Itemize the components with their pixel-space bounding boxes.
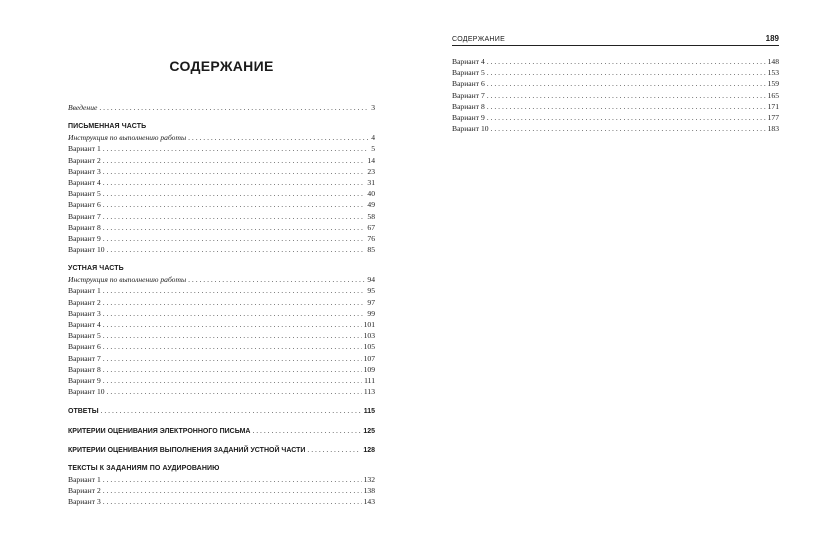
leader-dots (107, 386, 362, 397)
entry-page: 85 (367, 245, 375, 255)
entry-page: 143 (363, 497, 375, 507)
entry-label: Вариант 8 (68, 222, 101, 232)
leader-dots (103, 285, 366, 296)
entry-label: Вариант 10 (452, 124, 489, 134)
entry-page: 159 (767, 79, 779, 89)
entry-label: Вариант 1 (68, 286, 101, 296)
entry-label: Вариант 1 (68, 474, 101, 484)
entry-label: Вариант 8 (452, 101, 485, 111)
entry-label: Вариант 4 (68, 177, 101, 187)
entry-page: 103 (363, 331, 375, 341)
right-page (410, 0, 820, 553)
section-heading-listening: ТЕКСТЫ К ЗАДАНИЯМ ПО АУДИРОВАНИЮ (68, 464, 220, 472)
entry-page: 177 (767, 112, 779, 122)
entry-label: Вариант 10 (68, 387, 105, 397)
entry-page: 40 (367, 189, 375, 199)
running-head (452, 34, 779, 46)
entry-label: Вариант 7 (68, 353, 101, 363)
leader-dots (103, 177, 366, 188)
entry-label: Вариант 9 (68, 233, 101, 243)
toc-entry-variant[interactable] (68, 341, 375, 352)
entry-page: 171 (767, 101, 779, 111)
leader-dots (103, 155, 366, 166)
entry-page: 31 (367, 177, 375, 187)
entry-label: Введение (68, 103, 98, 112)
leader-dots (103, 474, 362, 485)
entry-page: 138 (363, 486, 375, 496)
entry-label: КРИТЕРИИ ОЦЕНИВАНИЯ ЭЛЕКТРОННОГО ПИСЬМА (68, 427, 251, 435)
toc-entry-variant[interactable] (68, 285, 375, 296)
entry-page: 183 (767, 124, 779, 134)
written-variants (68, 143, 375, 255)
toc-list (68, 102, 375, 507)
toc-entry-variant[interactable] (68, 353, 375, 364)
leader-dots (487, 90, 766, 101)
toc-entry-variant[interactable] (452, 112, 779, 123)
toc-entry-oral-instruction[interactable] (68, 274, 375, 285)
entry-page: 49 (367, 200, 375, 210)
entry-label: Вариант 3 (68, 166, 101, 176)
toc-entry-variant[interactable] (68, 143, 375, 154)
entry-label: Вариант 5 (452, 68, 485, 78)
leader-dots (188, 132, 369, 143)
entry-page: 4 (371, 133, 375, 143)
leader-dots (491, 123, 766, 134)
toc-entry-variant[interactable] (68, 319, 375, 330)
toc-entry-variant[interactable] (68, 386, 375, 397)
leader-dots (103, 496, 362, 507)
leader-dots (487, 78, 766, 89)
entry-page: 23 (367, 166, 375, 176)
toc-entry-variant[interactable] (68, 330, 375, 341)
toc-entry-variant[interactable] (452, 67, 779, 78)
toc-entry-variant[interactable] (452, 78, 779, 89)
entry-page: 128 (363, 446, 375, 454)
entry-label: Вариант 9 (68, 375, 101, 385)
toc-entry-variant[interactable] (68, 364, 375, 375)
running-head-title: СОДЕРЖАНИЕ (452, 36, 506, 43)
entry-label: КРИТЕРИИ ОЦЕНИВАНИЯ ВЫПОЛНЕНИЯ ЗАДАНИЙ УСТНОЙ ЧАСТИ (68, 446, 306, 454)
toc-entry-variant[interactable] (68, 155, 375, 166)
toc-entry-variant[interactable] (68, 308, 375, 319)
entry-page: 107 (363, 353, 375, 363)
oral-variants (68, 285, 375, 397)
toc-entry-written-instruction[interactable] (68, 132, 375, 143)
entry-label: Вариант 9 (452, 112, 485, 122)
entry-label: Вариант 10 (68, 245, 105, 255)
toc-entry-variant[interactable] (68, 474, 375, 485)
entry-page: 5 (371, 144, 375, 154)
section-heading-oral: УСТНАЯ ЧАСТЬ (68, 265, 124, 273)
leader-dots (487, 101, 766, 112)
entry-page: 76 (367, 233, 375, 243)
toc-entry-variant[interactable] (68, 233, 375, 244)
entry-page: 58 (367, 211, 375, 221)
leader-dots (103, 297, 366, 308)
leader-dots (103, 341, 362, 352)
toc-entry-variant[interactable] (68, 188, 375, 199)
page-number: 189 (765, 34, 779, 43)
leader-dots (487, 67, 766, 78)
toc-list-continued (452, 56, 779, 134)
toc-entry-variant[interactable] (68, 244, 375, 255)
toc-entry-variant[interactable] (68, 297, 375, 308)
entry-label: Вариант 3 (68, 497, 101, 507)
entry-label: Вариант 7 (452, 90, 485, 100)
toc-entry-answers[interactable] (68, 405, 375, 416)
entry-page: 97 (367, 297, 375, 307)
entry-label: Вариант 6 (68, 342, 101, 352)
toc-entry-intro[interactable] (68, 102, 375, 113)
entry-label: Вариант 2 (68, 486, 101, 496)
entry-label: ОТВЕТЫ (68, 408, 99, 416)
entry-page: 153 (767, 68, 779, 78)
entry-label: Вариант 6 (68, 200, 101, 210)
toc-entry-variant[interactable] (68, 211, 375, 222)
toc-title: СОДЕРЖАНИЕ (169, 58, 274, 74)
toc-entry-variant[interactable] (452, 101, 779, 112)
leader-dots (103, 199, 366, 210)
entry-label: Вариант 8 (68, 364, 101, 374)
leader-dots (103, 233, 366, 244)
leader-dots (103, 143, 369, 154)
leader-dots (103, 364, 362, 375)
toc-entry-variant[interactable] (452, 90, 779, 101)
entry-page: 125 (363, 427, 375, 435)
leader-dots (103, 375, 362, 386)
entry-label: Вариант 2 (68, 155, 101, 165)
leader-dots (103, 353, 362, 364)
leader-dots (252, 425, 361, 436)
entry-label: Вариант 2 (68, 297, 101, 307)
entry-page: 95 (367, 286, 375, 296)
entry-label: Инструкция по выполнению работы (68, 275, 187, 285)
entry-label: Вариант 3 (68, 308, 101, 318)
toc-entry-criteria-oral[interactable] (68, 444, 375, 455)
entry-page: 148 (767, 57, 779, 66)
toc-entry-variant[interactable] (452, 56, 779, 67)
entry-page: 105 (363, 342, 375, 352)
toc-entry-variant[interactable] (68, 166, 375, 177)
section-heading-written: ПИСЬМЕННАЯ ЧАСТЬ (68, 123, 147, 131)
leader-dots (307, 444, 361, 455)
leader-dots (103, 211, 366, 222)
leader-dots (487, 112, 766, 123)
toc-entry-variant[interactable] (452, 123, 779, 134)
leader-dots (487, 56, 766, 67)
toc-entry-variant[interactable] (68, 177, 375, 188)
leader-dots (107, 244, 366, 255)
toc-entry-criteria-letter[interactable] (68, 425, 375, 436)
entry-page: 94 (367, 275, 375, 285)
entry-page: 109 (363, 364, 375, 374)
entry-label: Вариант 4 (452, 57, 485, 66)
listening-variants-continued (452, 56, 779, 134)
entry-page: 3 (371, 103, 375, 112)
entry-page: 115 (363, 408, 375, 416)
entry-label: Вариант 1 (68, 144, 101, 154)
toc-entry-variant[interactable] (68, 199, 375, 210)
leader-dots (103, 166, 366, 177)
entry-page: 132 (363, 474, 375, 484)
entry-page: 99 (367, 308, 375, 318)
leader-dots (103, 308, 366, 319)
entry-page: 111 (364, 375, 375, 385)
entry-label: Вариант 4 (68, 320, 101, 329)
toc-entry-variant[interactable] (68, 375, 375, 386)
entry-label: Вариант 5 (68, 331, 101, 341)
leader-dots (103, 222, 366, 233)
leader-dots (188, 274, 365, 285)
entry-label: Инструкция по выполнению работы (68, 133, 187, 143)
leader-dots (101, 405, 362, 416)
entry-page: 14 (367, 155, 375, 165)
leader-dots (99, 102, 369, 113)
toc-entry-variant[interactable] (68, 485, 375, 496)
entry-label: Вариант 7 (68, 211, 101, 221)
entry-page: 101 (363, 320, 375, 329)
toc-entry-variant[interactable] (68, 496, 375, 507)
entry-page: 165 (767, 90, 779, 100)
leader-dots (103, 330, 362, 341)
entry-label: Вариант 6 (452, 79, 485, 89)
listening-variants (68, 474, 375, 508)
entry-page: 67 (367, 222, 375, 232)
entry-page: 113 (363, 387, 375, 397)
leader-dots (103, 319, 362, 330)
leader-dots (103, 485, 362, 496)
toc-entry-variant[interactable] (68, 222, 375, 233)
entry-label: Вариант 5 (68, 189, 101, 199)
leader-dots (103, 188, 366, 199)
